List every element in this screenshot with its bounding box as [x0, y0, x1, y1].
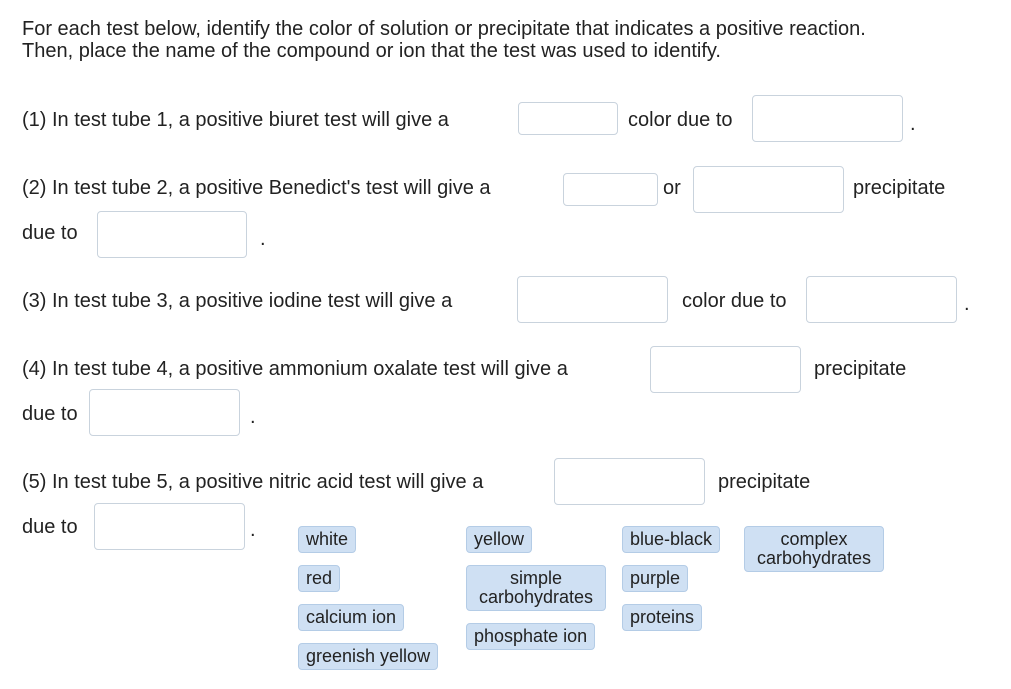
answer-chip-calcium-ion[interactable]: calcium ion: [298, 604, 404, 631]
q3-period: .: [964, 293, 970, 315]
q1-color-drop-target[interactable]: [518, 102, 618, 135]
q5-color-drop-target[interactable]: [554, 458, 705, 505]
q1-period: .: [910, 113, 916, 135]
q4-period: .: [250, 406, 256, 428]
answer-chip-yellow[interactable]: yellow: [466, 526, 532, 553]
q5-compound-drop-target[interactable]: [94, 503, 245, 550]
answer-chip-purple[interactable]: purple: [622, 565, 688, 592]
q4-text-precipitate: precipitate: [814, 358, 907, 380]
q4-compound-drop-target[interactable]: [89, 389, 240, 436]
q3-color-drop-target[interactable]: [517, 276, 668, 323]
q2-period: .: [260, 228, 266, 250]
q1-text-before-color: (1) In test tube 1, a positive biuret test will give a: [22, 109, 449, 131]
answer-chip-white[interactable]: white: [298, 526, 356, 553]
answer-chip-complex-line-1: complex: [780, 529, 848, 549]
q2-text-before-color: (2) In test tube 2, a positive Benedict's test will give a: [22, 177, 491, 199]
answer-chip-simple-line-2: carbohydrates: [478, 587, 594, 607]
q3-compound-drop-target[interactable]: [806, 276, 957, 323]
answer-chip-phosphate-ion[interactable]: phosphate ion: [466, 623, 595, 650]
instructions-line-1: For each test below, identify the color of solution or precipitate that indicates a positive reaction.: [22, 18, 866, 40]
q2-text-precipitate: precipitate: [853, 177, 946, 199]
answer-chip-proteins[interactable]: proteins: [622, 604, 702, 631]
q5-period: .: [250, 519, 256, 541]
q4-text-due-to: due to: [22, 403, 78, 425]
q3-text-before-color: (3) In test tube 3, a positive iodine test will give a: [22, 290, 453, 312]
q2-text-or: or: [663, 177, 681, 199]
q2-color-drop-target-1[interactable]: [563, 173, 658, 206]
answer-chip-greenish-yellow[interactable]: greenish yellow: [298, 643, 438, 670]
q1-compound-drop-target[interactable]: [752, 95, 903, 142]
q5-text-before-color: (5) In test tube 5, a positive nitric acid test will give a: [22, 471, 484, 493]
q2-text-due-to: due to: [22, 222, 78, 244]
q3-text-color-due-to: color due to: [682, 290, 787, 312]
answer-chip-blue-black[interactable]: blue-black: [622, 526, 720, 553]
answer-chip-complex-line-2: carbohydrates: [756, 548, 872, 568]
q4-color-drop-target[interactable]: [650, 346, 801, 393]
q2-compound-drop-target[interactable]: [97, 211, 247, 258]
q1-text-color-due-to: color due to: [628, 109, 733, 131]
instructions-line-2: Then, place the name of the compound or ion that the test was used to identify.: [22, 40, 721, 62]
answer-chip-red[interactable]: red: [298, 565, 340, 592]
instructions: [22, 18, 866, 62]
q5-text-due-to: due to: [22, 516, 78, 538]
q4-text-before-color: (4) In test tube 4, a positive ammonium oxalate test will give a: [22, 358, 568, 380]
answer-chip-simple-carbohydrates[interactable]: [466, 565, 606, 611]
q2-color-drop-target-2[interactable]: [693, 166, 844, 213]
q5-text-precipitate: precipitate: [718, 471, 811, 493]
answer-chip-complex-carbohydrates[interactable]: [744, 526, 884, 572]
answer-chip-simple-line-1: simple: [509, 568, 562, 588]
